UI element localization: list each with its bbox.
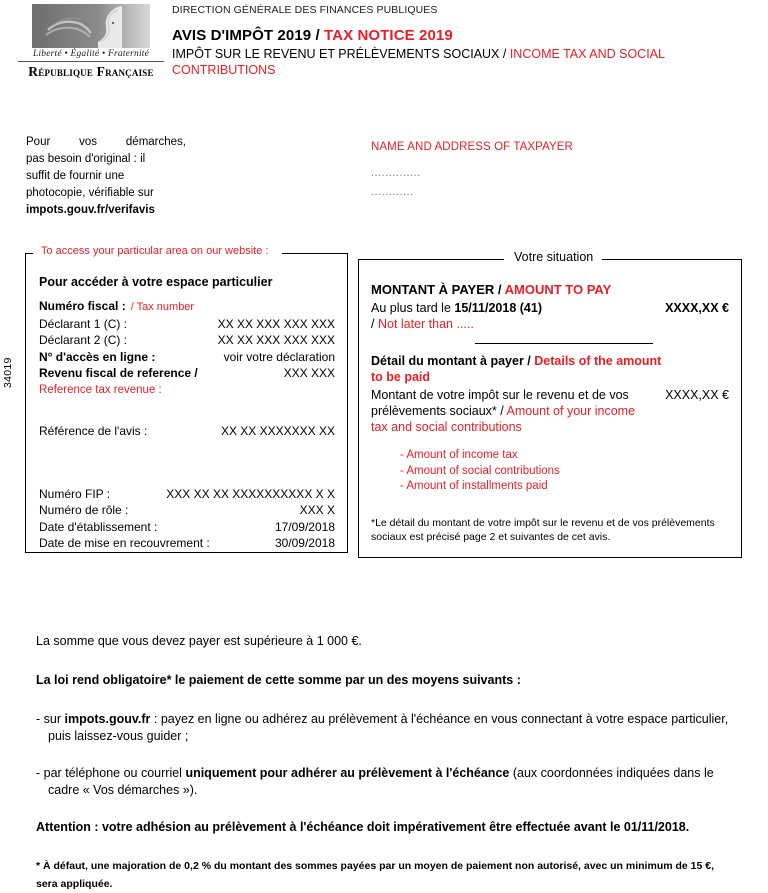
detail-desc-en-1: Amount of your income tax xyxy=(371,404,636,434)
reference-tax-revenue-label-fr: Revenu fiscal de reference / xyxy=(39,366,198,380)
document-subtitle-en: INCOME TAX AND SOCIAL CONTRIBUTIONS xyxy=(172,47,665,77)
amount-to-pay-value: XXXX,XX € xyxy=(665,301,729,315)
personal-area-heading: Pour accéder à votre espace particulier xyxy=(39,275,273,289)
bullet-2-rest: (aux coordonnées indiquées dans le cadre « Vos démarches »). xyxy=(48,766,714,797)
detail-amount-row xyxy=(371,387,729,435)
document-subtitle-fr: IMPÔT SUR LE REVENU ET PRÉLÈVEMENTS SOCIAUX / xyxy=(172,47,507,61)
online-access-number-value: voir votre déclaration xyxy=(223,349,335,364)
not-later-than-text: Not later than ..... xyxy=(377,317,474,331)
notice-reference-value: XX XX XXXXXXX XX xyxy=(220,423,335,438)
payment-method-online xyxy=(36,711,736,745)
document-side-code: 34019 xyxy=(2,357,14,388)
tax-number-label-en: / Tax number xyxy=(130,301,195,313)
declarant-1-row xyxy=(39,316,335,333)
situation-legend: Votre situation xyxy=(508,250,599,264)
personal-area-access-box xyxy=(25,245,348,553)
bullet-dash-1: - xyxy=(36,712,41,726)
detail-desc-fr-1: Montant de votre impôt sur le revenu et de vos xyxy=(371,388,629,402)
situation-border-top-left xyxy=(358,259,504,260)
notice-reference-row xyxy=(39,424,335,438)
payment-method-phone-email xyxy=(36,765,736,799)
bullet-1-rest: : payez en ligne ou adhérez au prélèvement à l'échéance en vous connectant à votre espace particulier, puis laissez-vous guider ; xyxy=(48,712,729,743)
impots-gouv-link[interactable]: impots.gouv.fr xyxy=(64,712,151,726)
situation-border-top-right xyxy=(602,259,742,260)
detail-sub-items xyxy=(400,448,729,495)
issue-date-row xyxy=(39,519,335,536)
taxpayer-block-title: NAME AND ADDRESS OF TAXPAYER xyxy=(371,141,573,153)
payment-instructions-section xyxy=(36,633,736,893)
due-date-amount-row xyxy=(371,300,729,316)
motto-text: Liberté • Égalité • Fraternité xyxy=(18,48,164,62)
collection-date-value: 30/09/2018 xyxy=(274,536,335,550)
box-border-top-left xyxy=(25,253,33,254)
role-number-value: XXX X xyxy=(299,503,335,517)
fip-number-label: Numéro FIP : xyxy=(39,486,111,501)
due-date-text xyxy=(371,300,542,316)
your-situation-box xyxy=(358,250,742,558)
collection-date-row xyxy=(39,535,335,552)
law-requirement-notice: La loi rend obligatoire* le paiement de cette somme par un des moyens suivants : xyxy=(36,673,521,687)
online-access-number-row xyxy=(39,349,335,366)
sub-item-installments-paid: - Amount of installments paid xyxy=(400,480,548,492)
document-title-en: TAX NOTICE 2019 xyxy=(324,27,453,44)
bullet-1-prefix: sur xyxy=(43,712,62,726)
notice-reference-label: Référence de l'avis : xyxy=(39,423,148,438)
amount-to-pay-title-en: AMOUNT TO PAY xyxy=(504,282,612,297)
republic-name: République Française xyxy=(28,64,154,79)
verification-notice xyxy=(26,134,186,219)
marianne-profile-icon xyxy=(18,4,164,48)
box-border-top-right xyxy=(282,253,348,254)
detail-section-title-en-2: to be paid xyxy=(371,370,431,384)
collection-date-label: Date de mise en recouvrement : xyxy=(39,536,210,550)
situation-footnote-line-1: *Le détail du montant de votre impôt sur le revenu et de vos prélèvements xyxy=(371,517,715,529)
administration-name: DIRECTION GÉNÉRALE DES FINANCES PUBLIQUES xyxy=(172,4,438,16)
reference-tax-revenue-label-en: Reference tax revenue : xyxy=(39,383,162,396)
verification-line-3: suffit de fournir une xyxy=(26,170,125,182)
republic-logo xyxy=(18,4,164,80)
online-access-number-label: N° d'accès en ligne : xyxy=(39,349,156,364)
sub-item-income-tax: - Amount of income tax xyxy=(400,449,518,461)
detail-section-title-fr: Détail du montant à payer / xyxy=(371,354,531,368)
verification-line-4: photocopie, vérifiable sur xyxy=(26,187,154,199)
personal-area-legend: To access your particular area on our website : xyxy=(37,245,272,257)
bullet-dash-2: - xyxy=(36,766,41,780)
header-titles xyxy=(172,4,762,78)
penalty-footnote: * À défaut, une majoration de 0,2 % du montant des sommes payées par un moyen de paiement non autorisé, avec un minimum de 15 €, sera appliquée. xyxy=(36,860,715,890)
not-later-separator: / xyxy=(371,317,375,331)
detail-section-title-en: Details of the amount xyxy=(534,354,662,368)
detail-amount-description xyxy=(371,387,639,435)
declarant-2-value: XX XX XXX XXX XXX xyxy=(217,333,335,347)
detail-desc-fr-2: prélèvements sociaux* / xyxy=(371,404,504,418)
attention-notice: Attention : votre adhésion au prélèvement à l'échéance doit impérativement être effectuée avant le 01/11/2018. xyxy=(36,820,690,834)
box-border-left xyxy=(25,253,26,553)
taxpayer-address-block xyxy=(371,141,671,202)
taxpayer-address-line-2: ............ xyxy=(371,186,414,198)
detail-desc-en-2: and social contributions xyxy=(391,420,522,434)
declarant-1-label: Déclarant 1 (C) : xyxy=(39,316,128,331)
declarant-2-row xyxy=(39,332,335,349)
tax-number-row xyxy=(39,298,335,316)
due-date-prefix: Au plus tard le xyxy=(371,301,451,315)
bullet-2-prefix: par téléphone ou courriel xyxy=(43,766,182,780)
personal-area-content xyxy=(39,275,335,552)
amount-to-pay-title xyxy=(371,282,729,297)
verification-website-link[interactable]: impots.gouv.fr/verifavis xyxy=(26,204,155,216)
bullet-2-emphasis: uniquement pour adhérer au prélèvement à l'échéance xyxy=(185,766,510,780)
document-title-fr: AVIS D'IMPÔT 2019 / xyxy=(172,27,320,44)
tax-number-label-fr: Numéro fiscal : xyxy=(39,299,126,313)
document-title xyxy=(172,27,762,44)
box-border-right xyxy=(347,253,348,553)
situation-border-right xyxy=(741,259,742,558)
taxpayer-address-line-1: .............. xyxy=(371,167,421,179)
declarant-1-value: XX XX XXX XXX XXX xyxy=(217,316,335,331)
verification-line-1: Pour vos démarches, xyxy=(26,136,186,148)
box-border-bottom xyxy=(25,552,348,553)
situation-divider xyxy=(475,343,653,344)
situation-border-bottom xyxy=(358,557,742,558)
declarant-2-label: Déclarant 2 (C) : xyxy=(39,333,128,347)
amount-to-pay-title-fr: MONTANT À PAYER / xyxy=(371,282,502,297)
situation-footnote-line-2: sociaux est précisé page 2 et suivantes de cet avis. xyxy=(371,531,611,543)
document-header xyxy=(0,0,768,92)
reference-tax-revenue-row xyxy=(39,365,335,382)
detail-amount-value: XXXX,XX € xyxy=(665,388,729,402)
sum-exceeds-notice: La somme que vous devez payer est supérieure à 1 000 €. xyxy=(36,634,362,648)
fip-details-block xyxy=(39,486,335,552)
issue-date-label: Date d'établissement : xyxy=(39,519,158,534)
fip-number-row xyxy=(39,486,335,503)
sub-item-social-contributions: - Amount of social contributions xyxy=(400,464,560,477)
due-date-value: 15/11/2018 (41) xyxy=(454,301,542,315)
situation-content xyxy=(371,282,729,495)
role-number-label: Numéro de rôle : xyxy=(39,503,129,517)
situation-border-left xyxy=(358,259,359,558)
verification-line-2: pas besoin d'original : il xyxy=(26,153,146,165)
issue-date-value: 17/09/2018 xyxy=(274,519,335,534)
fip-number-value: XXX XX XX XXXXXXXXXX X X xyxy=(166,486,335,501)
situation-footnote xyxy=(371,516,726,544)
role-number-row xyxy=(39,502,335,519)
document-subtitle xyxy=(172,46,762,78)
detail-section-title xyxy=(371,353,729,385)
not-later-than-row xyxy=(371,316,729,332)
reference-tax-revenue-value: XXX XXX xyxy=(283,366,335,380)
